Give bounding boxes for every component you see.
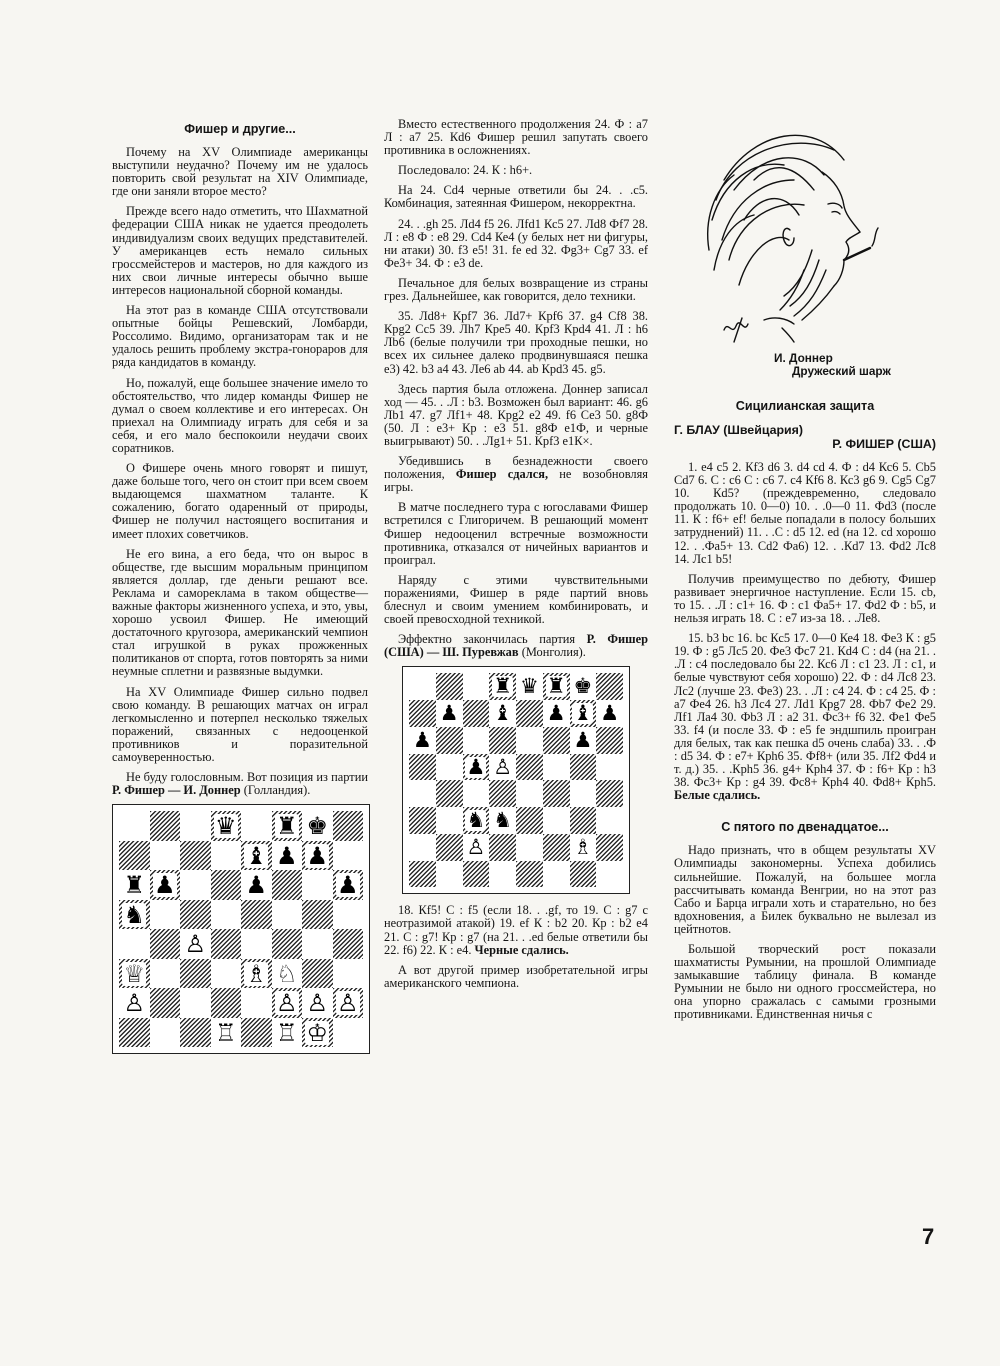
chess-piece-icon: ♙ [123, 989, 145, 1018]
board-square [436, 700, 463, 727]
move-sequence: 24. . .gh 25. Лd4 f5 26. Лfd1 Кс5 27. Лd8 Фf7 28. Л : е8 Ф : е8 29. Cd4 Ке4 (у белых нет ни фигуры, ни атаки) 30. f3 е5! 31. fe ed 32. Фg3+ Cg7 33. ef Фе3+ 34. Ф : е3 de. [384, 216, 648, 270]
paragraph: В матче последнего тура с югославами Фишер встретился с Глигоричем. В решающий момент Фишер недооценил встречные возможности противника, отказался от ничейных вариантов и проиграл. [384, 500, 648, 567]
chess-piece-icon: ♝ [245, 841, 267, 870]
board-square [596, 673, 623, 700]
move-sequence [674, 632, 936, 802]
black-player: Р. ФИШЕР (США) [832, 437, 936, 451]
board-square [302, 988, 333, 1018]
board-square [570, 861, 597, 888]
paragraph: Здесь партия была отложена. Доннер записал ход — 45. . .Л : b3. Возможен был вариант: 46. g6 Лb1 47. g7 Лf1+ 48. Крg2 е2 49. f6 Се3 50. g8Ф (50. Л : е3+ Кр : е3 51. g8Ф е1Ф, и черные выигрывают) 50. . .Лg1+ 51. Крf3 е1К×. [384, 381, 648, 448]
board-square [409, 754, 436, 781]
board-square [489, 754, 516, 781]
board-square [302, 870, 333, 900]
board-square [211, 1018, 242, 1048]
chess-diagram-fischer-donner [112, 804, 370, 1054]
board-square [516, 673, 543, 700]
board-square [543, 673, 570, 700]
board-square [241, 811, 272, 841]
board-square [596, 727, 623, 754]
board-square [436, 754, 463, 781]
board-square [241, 988, 272, 1018]
board-square [463, 834, 490, 861]
paragraph: О Фишере очень много говорят и пишут, даже больше того, чего он стоит при всем своем выдающемся шахматном таланте. К сожалению, богато одаренный от природы, Фишер не получил настоящего воспитания и имеет плохих советчиков. [112, 461, 368, 541]
text-span: Эффектно закончилась партия [398, 632, 576, 647]
board-square [436, 861, 463, 888]
caption-name: И. Доннер [774, 351, 833, 365]
board-square [596, 861, 623, 888]
board-square [333, 959, 364, 989]
board-square [570, 700, 597, 727]
board-square [516, 780, 543, 807]
chess-piece-icon: ♗ [245, 959, 267, 988]
chess-piece-icon: ♜ [275, 812, 298, 841]
board-square [241, 1018, 272, 1048]
board-square [436, 807, 463, 834]
board-square [409, 673, 436, 700]
board-square [516, 861, 543, 888]
paragraph: Последовало: 24. К : h6+. [398, 163, 533, 178]
chess-piece-icon: ♟ [600, 701, 620, 725]
board-square [543, 807, 570, 834]
chess-piece-icon: ♛ [519, 674, 539, 699]
board-square [241, 841, 272, 871]
paragraph: А вот другой пример изобретательной игры американского чемпиона. [384, 962, 648, 990]
board-square [463, 700, 490, 727]
board-square [570, 754, 597, 781]
chess-piece-icon: ♕ [123, 959, 145, 988]
chess-piece-icon: ♟ [245, 871, 267, 900]
chess-piece-icon: ♟ [466, 754, 486, 779]
chess-piece-icon: ♖ [214, 1018, 237, 1047]
board-square [272, 900, 303, 930]
board-square [211, 870, 242, 900]
board-square [211, 929, 242, 959]
caption-subtitle: Дружеский шарж [792, 363, 891, 378]
board-square [570, 673, 597, 700]
board-square [180, 959, 211, 989]
paragraph [112, 771, 368, 797]
paragraph: Но, пожалуй, еще большее значение имело то обстоятельство, что лидер команды Фишер не думал о своем коллективе и его интересах. Он приехал на Олимпиаду играть для себя и за себя, и его мало беспокоили неудачи своих соратников. [112, 375, 368, 455]
game-players: Р. Фишер (США) — Ш. Пуревжав [384, 632, 648, 660]
section-heading-fischer: Фишер и другие... [184, 122, 296, 136]
board-square [596, 700, 623, 727]
chess-piece-icon: ♛ [214, 812, 237, 841]
chess-piece-icon: ♟ [546, 701, 566, 725]
section-heading-sicilian: Сицилианская защита [735, 399, 875, 413]
board-square [570, 727, 597, 754]
paragraph: Получив преимущество по дебюту, Фишер развивает энергичное наступление. Если 15. cb, то 15. . .Л : с1+ 16. Ф : с1 Фа5+ 17. Фd2 Ф : b5, и нельзя играть 18. С : е7 из-за 18. . .Ле8. [674, 571, 936, 626]
board-square [333, 811, 364, 841]
board-square [543, 727, 570, 754]
resign-note: Черные сдались. [474, 942, 569, 957]
board-square [570, 780, 597, 807]
board-square [570, 807, 597, 834]
paragraph: На этот раз в команде США отсутствовали опытные бойцы Решевский, Ломбарди, Россолимо. Видимо, организаторам так и не удалось решить проблему экстра-гонораров для ряда кандидатов в команду. [112, 303, 368, 370]
board-square [543, 834, 570, 861]
board-square [436, 727, 463, 754]
board-square [543, 754, 570, 781]
page-number: 7 [922, 1224, 935, 1249]
chess-piece-icon: ♔ [306, 1018, 328, 1047]
chess-piece-icon: ♙ [493, 754, 513, 779]
move-sequence: 35. Лd8+ Крf7 36. Лd7+ Крf6 37. g4 Cf8 38. Крg2 Сс5 39. Лh7 Кре5 40. Крf3 Крd4 41. Л : h6 Лb6 (белые получили три проходные пешки, но всех их сильнее далеко продвинувшаяся пешка е3) 42. b3 а4 43. Ле6 аb 44. аb Крd3 45. g5. [384, 309, 648, 376]
board-square [180, 1018, 211, 1048]
paragraph: Большой творческий рост показали шахматисты Румынии, на прошлой Олимпиаде замыкавшие таблицу финала. В команде Румынии не было ни одного гроссмейстера, но она упорно сражалась с самыми грозными противниками. Единственная ничья с [674, 942, 936, 1022]
text-span: (Монголия). [521, 645, 586, 660]
donner-caricature-drawing [694, 120, 894, 352]
board-square [436, 673, 463, 700]
board-square [333, 900, 364, 930]
chess-piece-icon: ♙ [336, 989, 359, 1018]
paragraph [384, 633, 648, 659]
board-square [119, 988, 150, 1018]
chess-piece-icon: ♞ [493, 808, 513, 832]
paragraph: На XV Олимпиаде Фишер сильно подвел свою команду. В решающих матчах он играл легкомысленно и потерпел несколько тяжелых поражений, связанных с недооценкой противников и поразительной самоуверенностью. [112, 684, 368, 765]
resign-note: Белые сдались. [674, 788, 761, 803]
board-square [489, 727, 516, 754]
board-square [119, 870, 150, 900]
chess-piece-icon: ♟ [306, 841, 328, 870]
resign-note: Фишер сдался, [455, 467, 549, 482]
board-square [516, 700, 543, 727]
game-players: Р. Фишер — И. Доннер [112, 783, 241, 798]
text-span: Не буду голословным. Вот позиция из партии [126, 770, 368, 785]
board-square [180, 929, 211, 959]
board-square [150, 900, 181, 930]
board-square [596, 754, 623, 781]
board-square [150, 988, 181, 1018]
board-square [409, 780, 436, 807]
paragraph: На 24. Cd4 черные ответили бы 24. . .c5. Комбинация, затеянная Фишером, некорректна. [384, 183, 648, 211]
chess-piece-icon: ♜ [123, 871, 145, 900]
board-square [272, 841, 303, 871]
board-square [211, 900, 242, 930]
text-span: не возобновляя игры. [384, 467, 648, 495]
board-square [543, 700, 570, 727]
board-square [119, 811, 150, 841]
board-square [272, 929, 303, 959]
board-square [516, 807, 543, 834]
board-square [409, 700, 436, 727]
board-square [409, 727, 436, 754]
board-square [150, 811, 181, 841]
board-square [272, 811, 303, 841]
board-square [516, 727, 543, 754]
board-square [211, 841, 242, 871]
chess-piece-icon: ♞ [466, 808, 486, 832]
board-square [489, 861, 516, 888]
board-square [463, 673, 490, 700]
paragraph: Почему на XV Олимпиаде американцы выступили неудачно? Почему им не удалось повторить свой результат на XIV Олимпиаде, где они заняли второе место? [112, 145, 368, 199]
board-square [489, 780, 516, 807]
chess-piece-icon: ♚ [573, 674, 593, 699]
board-square [596, 780, 623, 807]
board-square [241, 929, 272, 959]
text-span: 18. Кf5! С : f5 (если 18. . .gf, то 19. С : g7 с неотразимой атакой) 19. ef К : b2 20. Кр : b2 е4 21. С : g7! Кр : g7 (на 21. . .ed белые ответили бы 22. f6) 22. К : е4. [384, 903, 648, 957]
board-square [241, 900, 272, 930]
chess-piece-icon: ♚ [306, 812, 328, 841]
chess-piece-icon: ♞ [123, 900, 145, 929]
board-square [489, 700, 516, 727]
board-square [180, 841, 211, 871]
chess-piece-icon: ♜ [546, 674, 566, 699]
chess-piece-icon: ♙ [275, 989, 298, 1018]
board-square [463, 807, 490, 834]
chess-piece-icon: ♟ [153, 871, 176, 900]
text-span: 15. b3 bc 16. bc Кс5 17. 0—0 Ке4 18. Фе3 К : g5 19. Ф : g5 Лс5 20. Фе3 Фс7 21. Кd4 С : d4 (на 21. . .Л : с4 последовало бы 22. Кс6 Л : с1 23. Л : с1, и белые чувствуют себя хорошо) 22. Ф : d4 Лс8 23. Лс2 (лучше 23. Фе3) 23. . .Л : с4 24. Ф : с4 25. Ф : а7 Фе4 26. h3 Лс4 27. Лd1 Крg7 28. Фb7 Фе2 29. Лf1 Ла4 30. Фb3 Л : а2 31. Фс3+ f6 32. Фе1 Фе5 33. f4 (и после 33. Ф : е5 fe эндшпиль проигран для белых, так как пешка d5 очень слаба) 33. . .Ф : d5 34. Ф : е7+ Крh6 35. Фf8+ (или 35. Лf2 Фd4 и т. д.) 35. . .Крh5 36. g4+ Крh4 37. Ф : f6+ Кр : h3 38. Фс3+ Кр : g4 39. Фс8+ Крh4 40. Фd8+ Крh5. [674, 631, 936, 790]
board-square [463, 754, 490, 781]
board-square [119, 841, 150, 871]
chess-piece-icon: ♟ [336, 871, 359, 900]
board-square [302, 959, 333, 989]
chess-piece-icon: ♙ [184, 930, 206, 959]
board-square [211, 959, 242, 989]
board-square [302, 811, 333, 841]
text-span: (Голландия). [243, 783, 311, 798]
paragraph: Печальное для белых возвращение из страны грез. Дальнейшее, как говорится, дело техники. [384, 275, 648, 304]
chess-piece-icon: ♖ [275, 1018, 298, 1047]
board-square [333, 870, 364, 900]
board-square [489, 834, 516, 861]
board-square [409, 834, 436, 861]
chess-piece-icon: ♟ [275, 841, 298, 870]
chess-piece-icon: ♟ [412, 727, 432, 752]
board-square [180, 988, 211, 1018]
board-square [302, 929, 333, 959]
column-2 [384, 118, 648, 997]
board-square [150, 929, 181, 959]
board-square [180, 870, 211, 900]
chess-piece-icon: ♝ [493, 701, 513, 725]
board-square [211, 811, 242, 841]
board-square [150, 841, 181, 871]
column-3 [674, 118, 936, 1029]
board-square [596, 807, 623, 834]
board-square [570, 834, 597, 861]
text-span: Убедившись в безнадежности своего положения, [384, 454, 648, 482]
board-square [516, 754, 543, 781]
chess-piece-icon: ♜ [493, 674, 513, 699]
section-heading-fifth-twelfth: С пятого по двенадцатое... [721, 820, 889, 835]
move-sequence [384, 904, 648, 956]
board-square [302, 841, 333, 871]
board-square [211, 988, 242, 1018]
board-square [150, 959, 181, 989]
board-square [119, 959, 150, 989]
chess-piece-icon: ♟ [573, 727, 593, 752]
move-sequence: 1. е4 с5 2. Кf3 d6 3. d4 cd 4. Ф : d4 Кс6 5. Cb5 Cd7 6. С : с6 С : с6 7. с4 Кf6 8. Кс3 g6 9. Cg5 Cg7 10. Кd5? (преждевременно, следовало продолжать 10. 0—0) 10. . .0—0 11. Фd3 (после 11. К : f6+ ef! белые попадали в полосу больших затруднений) 11. . .С : d5 12. ed (на 12. cd хорошо 12. . .Фа5+ 13. Cd2 Фа6) 12. . .Кd7 13. Фd2 Лс8 14. Лс1 b5! [674, 460, 936, 566]
board-square [409, 807, 436, 834]
chess-diagram-fischer-purevzhav [402, 666, 630, 894]
board-square [272, 988, 303, 1018]
board-square [489, 807, 516, 834]
board-square [272, 1018, 303, 1048]
board-square [333, 841, 364, 871]
board-square [241, 870, 272, 900]
paragraph: Прежде всего надо отметить, что Шахматной федерации США никак не удается преодолеть индивидуализм своих ведущих представителей. У американцев есть немало сильных гроссмейстеров и мастеров, но для каждого из них свои личные интересы обычно выше интересов национальной сборной команды. [112, 204, 368, 297]
board-square [463, 861, 490, 888]
board-square [436, 780, 463, 807]
board-square [489, 673, 516, 700]
chess-piece-icon: ♟ [439, 701, 459, 725]
paragraph: Наряду с этими чувствительными поражениями, Фишер в ряде партий вновь блеснул и своим умением комбинировать, и своей превосходной техникой. [384, 572, 648, 627]
column-1 [112, 118, 368, 1064]
board-square [436, 834, 463, 861]
board-square [333, 929, 364, 959]
board-square [272, 959, 303, 989]
chess-piece-icon: ♗ [573, 834, 593, 859]
board-square [302, 900, 333, 930]
paragraph: Не его вина, а его беда, что он вырос в обществе, где высшим моральным принципом является доллар, где деньги решают все. Реклама и самореклама в таком обществе—важные факторы жизненного успеха, и это, увы, хорошо усвоил Фишер. Не имеющий достаточного кругозора, американский чемпион стал игрушкой в руках прожженных политиканов от спорта, готов повторять за ними неумные сплетни и развязные выдумки. [112, 546, 368, 679]
board-square [272, 870, 303, 900]
board-square [543, 780, 570, 807]
paragraph: Надо признать, что в общем результаты XV Олимпиады закономерны. Успеха добились сильнейшие. Пожалуй, на большее могла рассчитывать команда Венгрии, но на этот раз Сабо и Барца играли хоть и старательно, но без вдохновения, а Билек буквально не вылезал из цейтнотов. [674, 843, 936, 936]
paragraph: Вместо естественного продолжения 24. Ф : а7 Л : а7 25. Кd6 Фишер решил запутать своего противника в осложнениях. [384, 117, 648, 158]
board-square [180, 900, 211, 930]
board-square [150, 1018, 181, 1048]
board-square [180, 811, 211, 841]
chess-piece-icon: ♘ [275, 959, 298, 988]
board-square [463, 780, 490, 807]
board-square [241, 959, 272, 989]
board-square [596, 834, 623, 861]
chess-board [119, 811, 363, 1047]
board-square [119, 929, 150, 959]
board-square [333, 1018, 364, 1048]
board-square [150, 870, 181, 900]
board-square [333, 988, 364, 1018]
white-player: Г. БЛАУ (Швейцария) [674, 423, 804, 437]
chess-piece-icon: ♙ [466, 834, 486, 859]
paragraph [384, 455, 648, 494]
board-square [119, 1018, 150, 1048]
board-square [409, 861, 436, 888]
chess-board [409, 673, 623, 887]
chess-piece-icon: ♙ [306, 989, 328, 1018]
board-square [516, 834, 543, 861]
board-square [463, 727, 490, 754]
board-square [543, 861, 570, 888]
board-square [302, 1018, 333, 1048]
board-square [119, 900, 150, 930]
chess-piece-icon: ♝ [573, 701, 593, 725]
